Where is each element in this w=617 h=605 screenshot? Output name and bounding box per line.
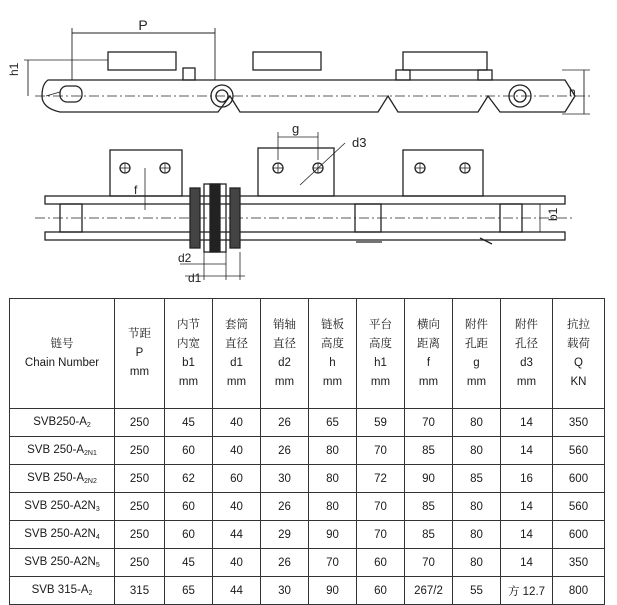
header-unit: mm (226, 375, 247, 388)
table-row (10, 409, 605, 437)
d1-label: d1 (188, 271, 202, 285)
value-cell: 40 (213, 409, 261, 437)
value-cell: 70 (405, 549, 453, 577)
value-cell: 40 (213, 549, 261, 577)
value-cell: 70 (405, 409, 453, 437)
header-cn2: 内宽 (177, 337, 200, 350)
table-row (10, 549, 605, 577)
value-cell: 80 (309, 493, 357, 521)
value-cell: 59 (357, 409, 405, 437)
h-label: h (569, 85, 576, 99)
header-en: Chain Number (24, 356, 100, 369)
header-sym: h1 (374, 356, 387, 369)
value-cell: 90 (405, 465, 453, 493)
chain-number-subscript: 2 (86, 422, 91, 429)
header-sym: d2 (278, 356, 291, 369)
value-cell: 85 (405, 493, 453, 521)
b1-label: b1 (546, 207, 560, 221)
value-cell: 40 (213, 437, 261, 465)
header-f (405, 299, 453, 409)
value-cell: 80 (453, 549, 501, 577)
header-cn: 平台 (369, 318, 392, 331)
table-row (10, 493, 605, 521)
header-unit: mm (274, 375, 295, 388)
header-cn2: 孔径 (515, 337, 538, 350)
chain-number-subscript: 2N1 (84, 450, 97, 457)
value-cell: 14 (501, 409, 553, 437)
header-sym: g (473, 356, 480, 369)
value-cell: 250 (115, 549, 165, 577)
header-unit: mm (466, 375, 487, 388)
value-cell: 80 (309, 465, 357, 493)
header-cn2: 高度 (369, 337, 392, 350)
chain-number-text: SVB 250-A (27, 444, 85, 456)
header-unit: mm (178, 375, 199, 388)
chain-number-cell (10, 521, 115, 549)
table-body (10, 409, 605, 605)
value-cell: 72 (357, 465, 405, 493)
pitch-label: P (138, 17, 148, 33)
header-cn: 链板 (321, 318, 344, 331)
header-chain-number (10, 299, 115, 409)
header-q (553, 299, 605, 409)
chain-number-cell (10, 549, 115, 577)
header-pitch (115, 299, 165, 409)
header-sym: P (135, 347, 144, 359)
value-cell: 44 (213, 577, 261, 605)
header-unit: mm (322, 375, 343, 388)
chain-number-text: SVB 250-A (27, 472, 85, 484)
chain-number-subscript: 5 (95, 562, 100, 569)
value-cell: 85 (405, 521, 453, 549)
value-cell: 350 (553, 409, 605, 437)
value-cell: 26 (261, 437, 309, 465)
table-row (10, 577, 605, 605)
value-cell: 14 (501, 549, 553, 577)
value-cell: 44 (213, 521, 261, 549)
header-cn2: 载荷 (567, 337, 590, 350)
header-unit: mm (418, 375, 439, 388)
value-cell: 26 (261, 549, 309, 577)
value-cell: 60 (213, 465, 261, 493)
header-d2 (261, 299, 309, 409)
header-cn2: 距离 (417, 337, 440, 350)
side-view (35, 121, 575, 285)
value-cell: 70 (357, 521, 405, 549)
value-cell: 62 (165, 465, 213, 493)
value-cell: 90 (309, 577, 357, 605)
header-unit: mm (370, 375, 391, 388)
value-cell: 600 (553, 521, 605, 549)
header-b1 (165, 299, 213, 409)
header-sym: Q (574, 356, 583, 369)
header-unit: mm (516, 375, 537, 388)
value-cell: 65 (309, 409, 357, 437)
chain-drawing (0, 0, 617, 290)
header-cn: 内节 (177, 318, 200, 331)
value-cell: 80 (453, 521, 501, 549)
header-sym: b1 (182, 356, 195, 369)
value-cell: 60 (357, 577, 405, 605)
chain-number-subscript: 2 (88, 590, 93, 597)
header-sym: d3 (520, 356, 533, 369)
value-cell: 250 (115, 465, 165, 493)
header-cn2: 直径 (273, 337, 296, 350)
value-cell: 40 (213, 493, 261, 521)
header-cn: 销轴 (273, 318, 296, 331)
table-row (10, 465, 605, 493)
chain-number-cell (10, 577, 115, 605)
header-cn: 附件 (515, 318, 538, 331)
value-cell: 26 (261, 409, 309, 437)
header-cn2: 孔距 (465, 337, 488, 350)
value-cell: 250 (115, 493, 165, 521)
value-cell: 14 (501, 493, 553, 521)
header-sym: d1 (230, 356, 243, 369)
value-cell: 60 (357, 549, 405, 577)
header-cn: 附件 (465, 318, 488, 331)
d3-label: d3 (352, 135, 367, 150)
chain-number-subscript: 2N2 (84, 478, 97, 485)
header-unit: mm (129, 366, 150, 378)
value-cell: 85 (453, 465, 501, 493)
table-row (10, 437, 605, 465)
chain-number-text: SVB250-A (33, 416, 87, 428)
chain-number-cell (10, 493, 115, 521)
value-cell: 65 (165, 577, 213, 605)
header-sym: f (426, 356, 431, 369)
value-cell: 80 (453, 409, 501, 437)
value-cell: 80 (453, 493, 501, 521)
value-cell: 16 (501, 465, 553, 493)
value-cell: 方 12.7 (501, 577, 553, 605)
f-label: f (134, 183, 138, 197)
top-view (7, 17, 590, 114)
value-cell: 70 (309, 549, 357, 577)
value-cell: 315 (115, 577, 165, 605)
value-cell: 70 (357, 493, 405, 521)
header-d3 (501, 299, 553, 409)
value-cell: 600 (553, 465, 605, 493)
value-cell: 800 (553, 577, 605, 605)
header-cn: 节距 (128, 328, 151, 340)
d2-label: d2 (178, 251, 192, 265)
header-cn2: 高度 (321, 337, 344, 350)
header-cn: 套筒 (225, 318, 248, 331)
value-cell: 29 (261, 521, 309, 549)
header-g (453, 299, 501, 409)
h1-label: h1 (7, 62, 21, 76)
chain-number-text: SVB 250-A2N (24, 528, 96, 540)
header-cn: 横向 (417, 318, 440, 331)
chain-number-text: SVB 315-A (31, 584, 89, 596)
value-cell: 30 (261, 465, 309, 493)
chain-number-subscript: 4 (95, 534, 100, 541)
chain-number-cell (10, 409, 115, 437)
value-cell: 267/2 (405, 577, 453, 605)
header-d1 (213, 299, 261, 409)
header-cn: 抗拉 (567, 318, 590, 331)
value-cell: 45 (165, 409, 213, 437)
value-cell: 350 (553, 549, 605, 577)
value-cell: 560 (553, 493, 605, 521)
header-h1 (357, 299, 405, 409)
value-cell: 14 (501, 521, 553, 549)
header-unit: KN (570, 375, 587, 388)
value-cell: 90 (309, 521, 357, 549)
value-cell: 14 (501, 437, 553, 465)
table-header-row (10, 299, 605, 409)
value-cell: 560 (553, 437, 605, 465)
chain-number-cell (10, 437, 115, 465)
value-cell: 60 (165, 493, 213, 521)
header-h (309, 299, 357, 409)
header-cn2: 直径 (225, 337, 248, 350)
value-cell: 80 (309, 437, 357, 465)
value-cell: 70 (357, 437, 405, 465)
value-cell: 60 (165, 521, 213, 549)
chain-spec-table (9, 298, 605, 605)
value-cell: 80 (453, 437, 501, 465)
header-sym: h (329, 356, 336, 369)
value-cell: 250 (115, 521, 165, 549)
value-cell: 85 (405, 437, 453, 465)
value-cell: 55 (453, 577, 501, 605)
value-cell: 250 (115, 409, 165, 437)
header-cn: 链号 (50, 337, 74, 350)
value-cell: 60 (165, 437, 213, 465)
value-cell: 45 (165, 549, 213, 577)
value-cell: 26 (261, 493, 309, 521)
chain-number-subscript: 3 (95, 506, 100, 513)
chain-number-text: SVB 250-A2N (24, 500, 96, 512)
chain-number-cell (10, 465, 115, 493)
chain-number-text: SVB 250-A2N (24, 556, 96, 568)
table-row (10, 521, 605, 549)
value-cell: 250 (115, 437, 165, 465)
value-cell: 30 (261, 577, 309, 605)
g-label: g (292, 121, 300, 136)
